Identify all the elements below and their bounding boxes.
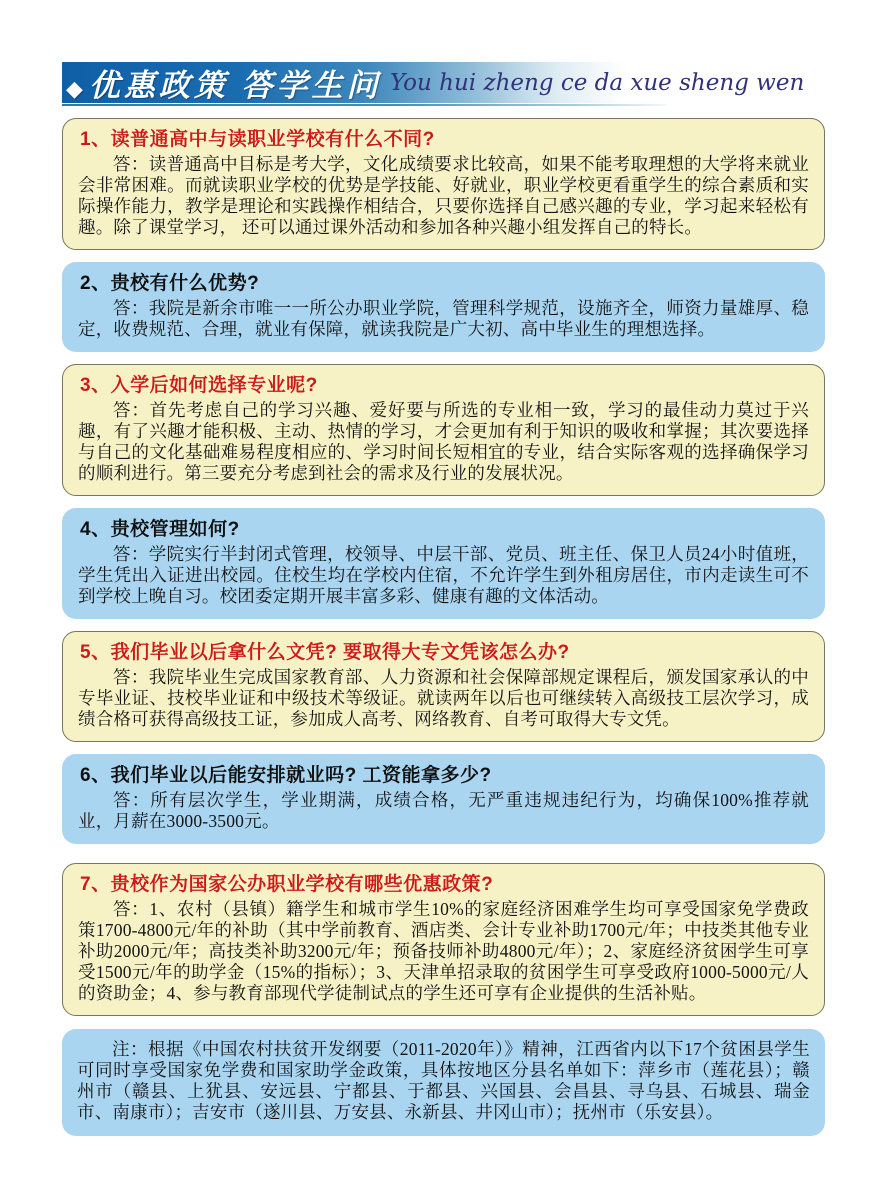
page-title-pinyin: You hui zheng ce da xue sheng wen — [390, 70, 805, 96]
question-title: 2、贵校有什么优势? — [80, 273, 260, 294]
qa-block-4 — [62, 508, 825, 619]
note-text: 注：根据《中国农村扶贫开发纲要（2011-2020年）》精神，江西省内以下17个贫困县学生可同时享受国家免学费和国家助学金政策，具体按地区分县名单如下：萍乡市（莲花县）；赣州市（赣县、上犹县、安远县、宁都县、于都县、兴国县、会昌县、寻乌县、石城县、瑞金市、南康市）；吉安市（遂川县、万安县、永新县、井冈山市）；抚州市（乐安县）。 — [77, 1039, 810, 1122]
page-title-text: 优惠政策 答学生问 — [88, 68, 382, 103]
answer-text: 答：读普通高中目标是考大学，文化成绩要求比较高，如果不能考取理想的大学将来就业会非常困难。而就读职业学校的优势是学技能、好就业，职业学校更看重学生的综合素质和实际操作能力，教学是理论和实践操作相结合，只要你选择自己感兴趣的专业，学习起来轻松有趣。除了课堂学习， 还可以通过课外活动和参加各种兴趣小组发挥自己的特长。 — [78, 154, 809, 237]
question-title: 3、入学后如何选择专业呢? — [80, 375, 318, 396]
answer-text: 答：首先考虑自己的学习兴趣、爱好要与所选的专业相一致，学习的最佳动力莫过于兴趣，有了兴趣才能积极、主动、热情的学习，才会更加有利于知识的吸收和掌握；其次要选择与自己的文化基础难易程度相应的、学习时间长短相宜的专业，结合实际客观的选择确保学习的顺利进行。第三要充分考虑到社会的需求及行业的发展状况。 — [78, 400, 809, 483]
question-title: 1、读普通高中与读职业学校有什么不同? — [80, 129, 435, 150]
answer-text: 答：我院是新余市唯一一所公办职业学院，管理科学规范，设施齐全，师资力量雄厚、稳定，收费规范、合理，就业有保障，就读我院是广大初、高中毕业生的理想选择。 — [78, 298, 809, 339]
qa-block-6 — [62, 754, 825, 844]
answer-text: 答：所有层次学生，学业期满，成绩合格，无严重违规违纪行为，均确保100%推荐就业，月薪在3000-3500元。 — [78, 790, 809, 831]
qa-block-3 — [62, 364, 825, 496]
page-header — [62, 60, 825, 118]
diamond-icon: ◆ — [66, 76, 87, 101]
question-title: 6、我们毕业以后能安排就业吗? 工资能拿多少? — [80, 765, 492, 786]
question-title: 7、贵校作为国家公办职业学校有哪些优惠政策? — [80, 874, 494, 895]
qa-block-2 — [62, 262, 825, 352]
qa-block-7 — [62, 863, 825, 1016]
qa-block-1 — [62, 118, 825, 250]
question-title: 4、贵校管理如何? — [80, 519, 240, 540]
answer-text: 答：1、农村（县镇）籍学生和城市学生10%的家庭经济困难学生均可享受国家免学费政策1700-4800元/年的补助（其中学前教育、酒店类、会计专业补助1700元/年；中技类其他专业补助2000元/年；高技类补助3200元/年；预备技师补助4800元/年）；2、家庭经济贫困学生可享受1500元/年的助学金（15%的指标）；3、天津单招录取的贫困学生可享受政府1000-5000元/人的资助金；4、参与教育部现代学徒制试点的学生还可享有企业提供的生活补贴。 — [78, 899, 809, 1003]
faq-page — [62, 60, 825, 1136]
header-underline — [62, 104, 666, 106]
answer-text: 答：我院毕业生完成国家教育部、人力资源和社会保障部规定课程后，颁发国家承认的中专毕业证、技校毕业证和中级技术等级证。就读两年以后也可继续转入高级技工层次学习，成绩合格可获得高级技工证，参加成人高考、网络教育、自考可取得大专文凭。 — [78, 667, 809, 729]
page-title — [62, 60, 382, 105]
answer-text: 答：学院实行半封闭式管理，校领导、中层干部、党员、班主任、保卫人员24小时值班，学生凭出入证进出校园。住校生均在学校内住宿，不允许学生到外租房居住，市内走读生可不到学校上晚自习。校团委定期开展丰富多彩、健康有趣的文体活动。 — [78, 544, 809, 606]
qa-block-5 — [62, 631, 825, 742]
note-block — [62, 1029, 825, 1136]
question-title: 5、我们毕业以后拿什么文凭? 要取得大专文凭该怎么办? — [80, 642, 570, 663]
